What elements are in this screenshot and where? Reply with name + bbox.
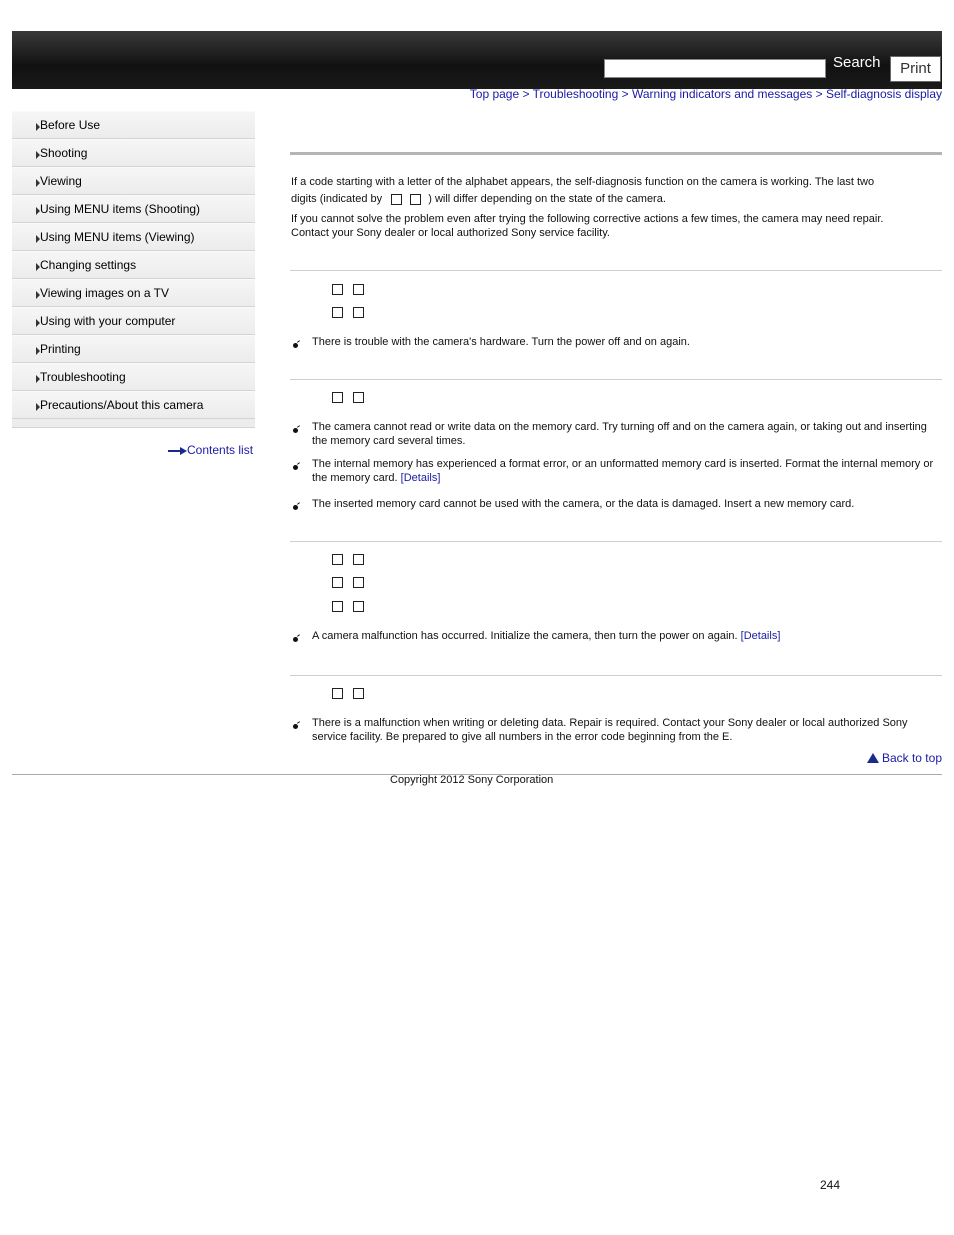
section-divider: [290, 379, 942, 380]
breadcrumb: [470, 87, 942, 101]
bullet-text: The internal memory has experienced a format error, or an unformatted memory card is inserted. Format the internal memory or the memory card.: [312, 458, 934, 484]
sidebar-item-label: Viewing: [40, 174, 82, 188]
bullet-icon: [293, 505, 298, 510]
digit-box-icon: [410, 194, 421, 205]
error-code-row: [332, 306, 374, 318]
sidebar-item-before-use[interactable]: [12, 111, 255, 139]
sidebar-item-label: Changing settings: [40, 258, 137, 272]
code-box-icon: [332, 284, 343, 295]
sidebar: [12, 111, 255, 428]
sidebar-item-troubleshooting[interactable]: [12, 363, 255, 391]
arrow-right-icon: [36, 235, 40, 243]
arrow-right-icon: [36, 403, 40, 411]
sidebar-item-label: Shooting: [40, 146, 88, 160]
code-box-icon: [353, 577, 364, 588]
arrow-right-icon: [36, 151, 40, 159]
intro-line-2-post: ) will differ depending on the state of the camera.: [428, 193, 666, 205]
breadcrumb-separator: >: [618, 87, 632, 101]
sidebar-item-menu-shooting[interactable]: [12, 195, 255, 223]
section-2-bullet-3: The inserted memory card cannot be used with the camera, or the data is damaged. Insert a new memory card.: [312, 498, 855, 510]
arrow-right-icon: [36, 179, 40, 187]
intro-line-3: If you cannot solve the problem even after trying the following corrective actions a few times, the camera may need repair.: [291, 213, 884, 225]
error-code-row: [332, 553, 374, 565]
contents-list-label: Contents list: [187, 443, 254, 457]
sidebar-item-label: Using with your computer: [40, 314, 176, 328]
error-code-row: [332, 283, 374, 295]
error-code-row: [332, 576, 374, 588]
details-link[interactable]: [Details]: [740, 630, 781, 642]
sidebar-item-label: Printing: [40, 342, 81, 356]
bullet-icon: [293, 724, 298, 729]
sidebar-item-label: Viewing images on a TV: [40, 286, 169, 300]
sidebar-item-viewing-tv[interactable]: [12, 279, 255, 307]
intro-line-1: If a code starting with a letter of the alphabet appears, the self-diagnosis function on the camera is working. The last two: [291, 176, 875, 188]
search-button[interactable]: Search: [833, 54, 881, 71]
section-2-bullet-2: [312, 457, 937, 485]
code-box-icon: [353, 688, 364, 699]
code-box-icon: [353, 284, 364, 295]
bullet-icon: [293, 343, 298, 348]
arrow-right-icon: [36, 291, 40, 299]
code-box-icon: [332, 554, 343, 565]
code-box-icon: [332, 307, 343, 318]
breadcrumb-warning-indicators[interactable]: Warning indicators and messages: [631, 87, 813, 101]
sidebar-item-label: Using MENU items (Viewing): [40, 230, 195, 244]
arrow-right-icon: [168, 447, 187, 455]
section-divider: [290, 675, 942, 676]
arrow-right-icon: [36, 319, 40, 327]
arrow-right-icon: [36, 375, 40, 383]
sidebar-item-changing-settings[interactable]: [12, 251, 255, 279]
bullet-icon: [293, 465, 298, 470]
arrow-right-icon: [36, 347, 40, 355]
arrow-right-icon: [36, 207, 40, 215]
intro-line-2-pre: digits (indicated by: [291, 193, 383, 205]
error-code-row: [332, 391, 374, 403]
sidebar-item-label: Before Use: [40, 118, 101, 132]
code-box-icon: [332, 392, 343, 403]
page-number: 244: [820, 1178, 841, 1192]
arrow-right-icon: [36, 123, 40, 131]
sidebar-item-menu-viewing[interactable]: [12, 223, 255, 251]
sidebar-item-label: Precautions/About this camera: [40, 398, 204, 412]
code-box-icon: [353, 307, 364, 318]
copyright: Copyright 2012 Sony Corporation: [390, 774, 554, 786]
intro-line-4: Contact your Sony dealer or local authorized Sony service facility.: [291, 227, 610, 239]
sidebar-item-printing[interactable]: [12, 335, 255, 363]
title-divider: [290, 152, 942, 155]
search-input[interactable]: [604, 59, 826, 78]
breadcrumb-top-page[interactable]: Top page: [469, 87, 520, 101]
back-to-top-label: Back to top: [881, 751, 942, 765]
breadcrumb-separator: >: [812, 87, 826, 101]
sidebar-item-shooting[interactable]: [12, 139, 255, 167]
sidebar-item-precautions[interactable]: [12, 391, 255, 419]
code-box-icon: [353, 554, 364, 565]
bullet-icon: [293, 637, 298, 642]
sidebar-footer: [12, 419, 255, 428]
section-1-bullet-1: There is trouble with the camera's hardware. Turn the power off and on again.: [312, 336, 690, 348]
section-3-bullet-1: [312, 629, 937, 643]
breadcrumb-self-diagnosis[interactable]: Self-diagnosis display: [825, 87, 942, 101]
breadcrumb-troubleshooting[interactable]: Troubleshooting: [532, 87, 619, 101]
code-box-icon: [332, 688, 343, 699]
details-link[interactable]: [Details]: [400, 472, 441, 484]
error-code-row: [332, 600, 374, 612]
print-button[interactable]: Print: [890, 56, 941, 82]
code-box-icon: [332, 577, 343, 588]
section-divider: [290, 270, 942, 271]
section-2-bullet-1: The camera cannot read or write data on the memory card. Try turning off and on the camera again, or taking out and inserting the memory card several times.: [312, 421, 927, 447]
code-box-icon: [353, 392, 364, 403]
code-box-icon: [353, 601, 364, 612]
section-divider: [290, 541, 942, 542]
back-to-top-link[interactable]: [867, 751, 942, 765]
digit-box-icon: [391, 194, 402, 205]
sidebar-item-label: Troubleshooting: [40, 370, 126, 384]
contents-list-link[interactable]: [168, 443, 253, 457]
section-4-bullet-1: There is a malfunction when writing or deleting data. Repair is required. Contact your Sony dealer or local authorized Sony service facility. Be prepared to give all numbers in the error code beginning from the E.: [312, 717, 908, 743]
arrow-right-icon: [36, 263, 40, 271]
bullet-text: A camera malfunction has occurred. Initialize the camera, then turn the power on again.: [312, 630, 738, 642]
breadcrumb-separator: >: [519, 87, 533, 101]
sidebar-item-viewing[interactable]: [12, 167, 255, 195]
header-bar: [12, 31, 942, 89]
bullet-icon: [293, 428, 298, 433]
error-code-row: [332, 687, 374, 699]
intro-line-2: [291, 192, 941, 206]
triangle-up-icon: [867, 753, 879, 763]
sidebar-item-computer[interactable]: [12, 307, 255, 335]
code-box-icon: [332, 601, 343, 612]
sidebar-item-label: Using MENU items (Shooting): [40, 202, 201, 216]
